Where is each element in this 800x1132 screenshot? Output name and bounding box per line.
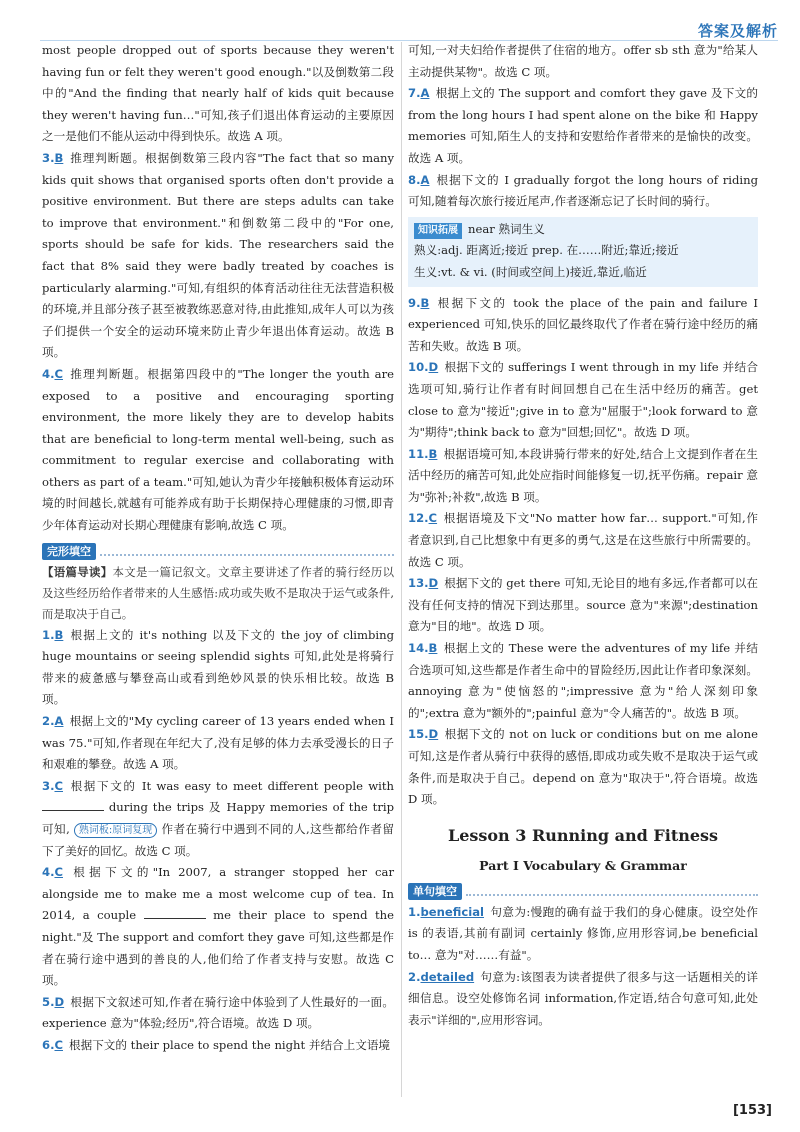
fill-section-tag: 单句填空	[408, 883, 462, 900]
answer-word: detailed	[420, 969, 475, 984]
lesson-title: Lesson 3 Running and Fitness	[447, 825, 719, 845]
answer-letter: C	[54, 366, 63, 381]
cloze-item-7: 7.A 根据上文的 The support and comfort they gave 及下文的 from the long hours I had spent alone on the bike 和 Happy memories 可知,陌生人的支持和安慰给作者带来的是愉快的改变。故选 A 项。	[408, 86, 758, 165]
column-divider	[401, 42, 402, 1097]
cloze-item-8: 8.A 根据下文的 I gradually forgot the long hours of riding 可知,随着每次旅行接近尾声,作者逐渐忘记了长时间的骑行。	[408, 172, 758, 209]
continued-paragraph: 可知,一对夫妇给作者提供了住宿的地方。offer sb sth 意为"给某人主动提供某物"。故选 C 项。	[408, 43, 758, 79]
note-tag: 熟词板:原词复现	[74, 823, 157, 838]
answer-letter: A	[420, 86, 430, 101]
right-column	[408, 40, 758, 1031]
fill-section-heading	[408, 883, 758, 900]
answer-letter: C	[54, 865, 63, 880]
answer-letter: D	[428, 360, 439, 375]
answer-blank	[144, 906, 206, 919]
page-header-title: 答案及解析	[697, 22, 778, 40]
reading-item-4: 4.C 推理判断题。根据第四段中的"The longer the youth are exposed to a positive and encouraging sporting environment, the more likely they are to develop habits that are beneficial to long-term mental well-being, such as commitment to regular exercise and collaborating with others as part of a team."可知,她认为青少年接触积极体育运动环境的时间越长,就越有可能养成有助于长期保持心理健康的习惯,即青少年体育运动对长期心理健康有影响,故选 C 项。	[42, 366, 394, 533]
dotted-rule	[466, 886, 758, 896]
answer-letter: C	[54, 778, 63, 793]
answer-letter: D	[428, 727, 439, 742]
answer-word: beneficial	[420, 904, 485, 919]
cloze-item-1: 1.B 根据上文的 it's nothing 以及下文的 the joy of climbing huge mountains or seeing splendid sights 可知,此处是将骑行带来的疲惫感与攀登高山或看到绝妙风景的快乐相比较。故选 B 项。	[42, 627, 394, 707]
cloze-item-14: 14.B 根据上文的 These were the adventures of my life 并结合选项可知,这些都是作者生命中的冒险经历,因此让作者印象深刻。annoying 意为"使恼怒的";impressive 意为"给人深刻印象的";extra 意为"额外的";painful 意为"令人痛苦的"。故选 B 项。	[408, 641, 758, 720]
answer-letter: A	[420, 172, 430, 187]
answer-letter: B	[428, 446, 438, 461]
fill-item-1: 1.beneficial 句意为:慢跑的确有益于我们的身心健康。设空处作 is 的表语,其前有副词 certainly 修饰,应用形容词,be beneficial to… 意为"对……有益"。	[408, 904, 758, 962]
passage-guide: 【语篇导读】本文是一篇记叙文。文章主要讲述了作者的骑行经历以及这些经历给作者带来的人生感悟:成功或失败不是取决于运气或条件,而是取决于自己。	[42, 564, 394, 621]
cloze-item-13: 13.D 根据下文的 get there 可知,无论目的地有多远,作者都可以在没有任何支持的情况下到达那里。source 意为"来源";destination 意为"目的地"。故选 D 项。	[408, 576, 758, 634]
answer-blank	[42, 798, 104, 811]
part-title: Part Ⅰ Vocabulary & Grammar	[479, 857, 687, 873]
knowledge-tag: 知识拓展	[414, 223, 462, 239]
left-column	[42, 40, 394, 1057]
answer-letter: C	[54, 1037, 63, 1052]
cloze-item-11: 11.B 根据语境可知,本段讲骑行带来的好处,结合上文提到作者在生活中经历的痛苦可知,此处应指时间能修复一切,抚平伤痛。repair 意为"弥补;补救",故选 B 项。	[408, 446, 758, 504]
answer-letter: B	[428, 641, 438, 656]
answer-letter: C	[428, 511, 438, 526]
knowledge-line: 生义:vt. & vi. (时间或空间上)接近,靠近,临近	[414, 264, 647, 279]
cloze-item-12: 12.C 根据语境及下文"No matter how far… support."可知,作者意识到,自己比想象中有更多的勇气,这是在这些旅行中所需要的。故选 C 项。	[408, 511, 758, 569]
page-number: [153]	[732, 1103, 772, 1118]
fill-item-2: 2.detailed 句意为:该图表为读者提供了很多与这一话题相关的详细信息。设空处修饰名词 information,作定语,结合句意可知,此处表示"详细的",应用形容词。	[408, 969, 758, 1027]
cloze-item-6: 6.C 根据下文的 their place to spend the night 并结合上文语境	[42, 1037, 391, 1052]
cloze-item-10: 10.D 根据下文的 sufferings I went through in my life 并结合选项可知,骑行让作者有时间回想自己在生活中经历的痛苦。get close to 意为"接近";give in to 意为"屈服于";look forward to 意为"期待";think back to 意为"回想;回忆"。故选 D 项。	[408, 360, 758, 440]
answer-letter: D	[428, 576, 439, 591]
cloze-section-heading	[42, 543, 394, 560]
answer-letter: D	[54, 994, 65, 1009]
cloze-item-15: 15.D 根据下文的 not on luck or conditions but on me alone 可知,这是作者从骑行中获得的感悟,即成功或失败不是取决于运气或条件,而是取决于自己。depend on 意为"取决于",符合语境。故选 D 项。	[408, 727, 758, 807]
answer-letter: A	[54, 714, 64, 729]
cloze-section-tag: 完形填空	[42, 543, 96, 560]
cloze-item-3: 3.C 根据下文的 It was easy to meet different people with during the trips 及 Happy memories of the trip 可知, 熟词板:原词复现 作者在骑行中遇到不同的人,这些都给作者留下了美好的回忆。故选 C 项。	[42, 778, 395, 858]
answer-letter: B	[54, 150, 64, 165]
knowledge-box: 知识拓展 near 熟词生义 熟义:adj. 距离近;接近 prep. 在……附近;靠近;接近 生义:vt. & vi. (时间或空间上)接近,靠近,临近	[408, 217, 758, 287]
reading-item-3: 3.B 推理判断题。根据倒数第三段内容"The fact that so many kids quit shows that organised sports often don't provide a positive environment. But there are steps adults can take to improve that environment."和倒数第二段中的"For one, sports should be safe for kids. The researchers said the fact that 8% said they were badly treated by coaches is particularly alarming."可知,有组织的体育活动往往无法营造积极的环境,并且部分孩子甚至被教练恶意对待,由此推知,成年人可以为孩子们提供一个安全的运动环境来防止青少年退出体育运动。故选 B 项。	[42, 150, 394, 360]
dotted-rule	[100, 546, 394, 556]
cloze-item-4: 4.C 根据下文的"In 2007, a stranger stopped her car alongside me to make me a most welcome cup of tea. In 2014, a couple me their place to spend the night."及 The support and comfort they gave 可知,这些都是作者在骑行途中遇到的善良的人,他们给了作者支持与安慰。故选 C 项。	[42, 865, 395, 988]
cloze-item-5: 5.D 根据下文叙述可知,作者在骑行途中体验到了人性最好的一面。experience 意为"体验;经历",符合语境。故选 D 项。	[42, 994, 394, 1031]
answer-letter: B	[54, 627, 64, 642]
knowledge-line: 熟义:adj. 距离近;接近 prep. 在……附近;靠近;接近	[414, 243, 679, 258]
cloze-item-9: 9.B 根据下文的 took the place of the pain and failure I experienced 可知,快乐的回忆最终取代了作者在骑行途中经历的痛苦和失败。故选 B 项。	[408, 295, 758, 353]
answer-letter: B	[420, 295, 430, 310]
intro-paragraph: most people dropped out of sports because they weren't having fun or felt they weren't good enough."以及倒数第二段中的"And the finding that nearly half of kids quit because they weren't having fun…"可知,孩子们退出体育运动的主要原因之一是他们不能从运动中得到快乐。故选 A 项。	[42, 43, 394, 144]
cloze-item-2: 2.A 根据上文的"My cycling career of 13 years ended when I was 75."可知,作者现在年纪大了,没有足够的体力去承受漫长的日子和艰难的攀登。故选 A 项。	[42, 714, 394, 772]
